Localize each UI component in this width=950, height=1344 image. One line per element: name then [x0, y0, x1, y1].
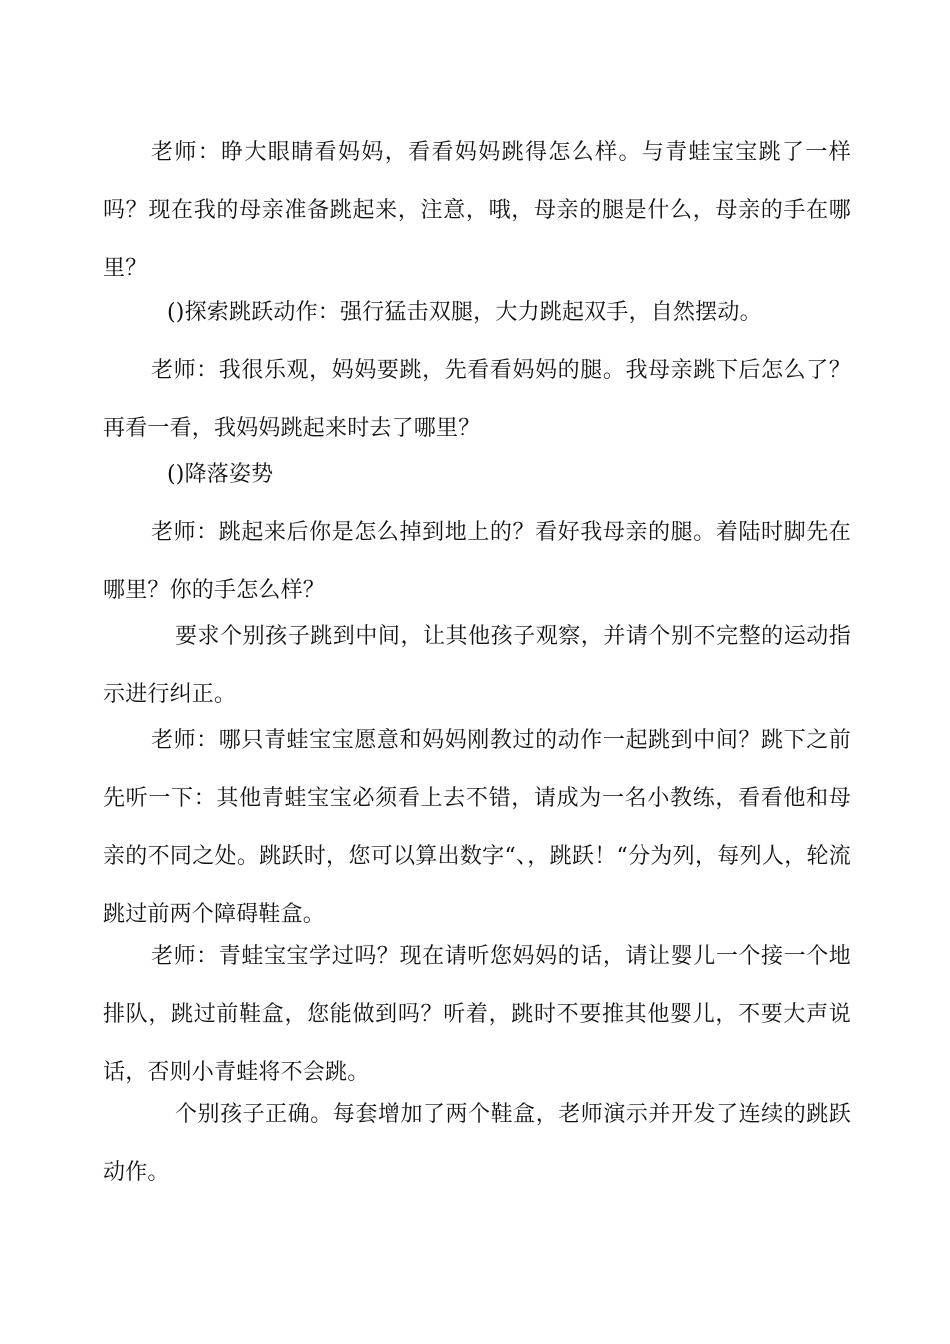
paragraph-individual-children: 个别孩子正确。每套增加了两个鞋盒，老师演示并开发了连续的跳跃动作。 [103, 1102, 851, 1185]
paragraph-teacher-optimistic: 老师：我很乐观，妈妈要跳，先看看妈妈的腿。我母亲跳下后怎么了？再看一看，我妈妈跳起来时去了哪里？ [103, 358, 851, 441]
paragraph-teacher-which-frog: 老师：哪只青蛙宝宝愿意和妈妈刚教过的动作一起跳到中间？跳下之前先听一下：其他青蛙宝宝必须看上去不错，请成为一名小教练，看看他和母亲的不同之处。跳跃时，您可以算出数字“、，跳跃！“分为列，每列人，轮流跳过前两个障碍鞋盒。 [103, 728, 851, 927]
paragraph-teacher-watch-mother: 老师：睁大眼睛看妈妈，看看妈妈跳得怎么样。与青蛙宝宝跳了一样吗？现在我的母亲准备跳起来，注意，哦，母亲的腿是什么，母亲的手在哪里？ [103, 140, 851, 281]
paragraph-teacher-landing: 老师：跳起来后你是怎么掉到地上的？看好我母亲的腿。着陆时脚先在哪里？你的手怎么样？ [103, 520, 851, 603]
paragraph-landing-posture: ()降落姿势 [167, 462, 274, 487]
paragraph-request-children: 要求个别孩子跳到中间，让其他孩子观察，并请个别不完整的运动指示进行纠正。 [103, 624, 851, 707]
paragraph-explore-jump: ()探索跳跃动作：强行猛击双腿，大力跳起双手，自然摆动。 [167, 300, 762, 325]
paragraph-teacher-line-up: 老师：青蛙宝宝学过吗？现在请听您妈妈的话，请让婴儿一个接一个地排队，跳过前鞋盒，您能做到吗？听着，跳时不要推其他婴儿，不要大声说话，否则小青蛙将不会跳。 [103, 944, 851, 1085]
